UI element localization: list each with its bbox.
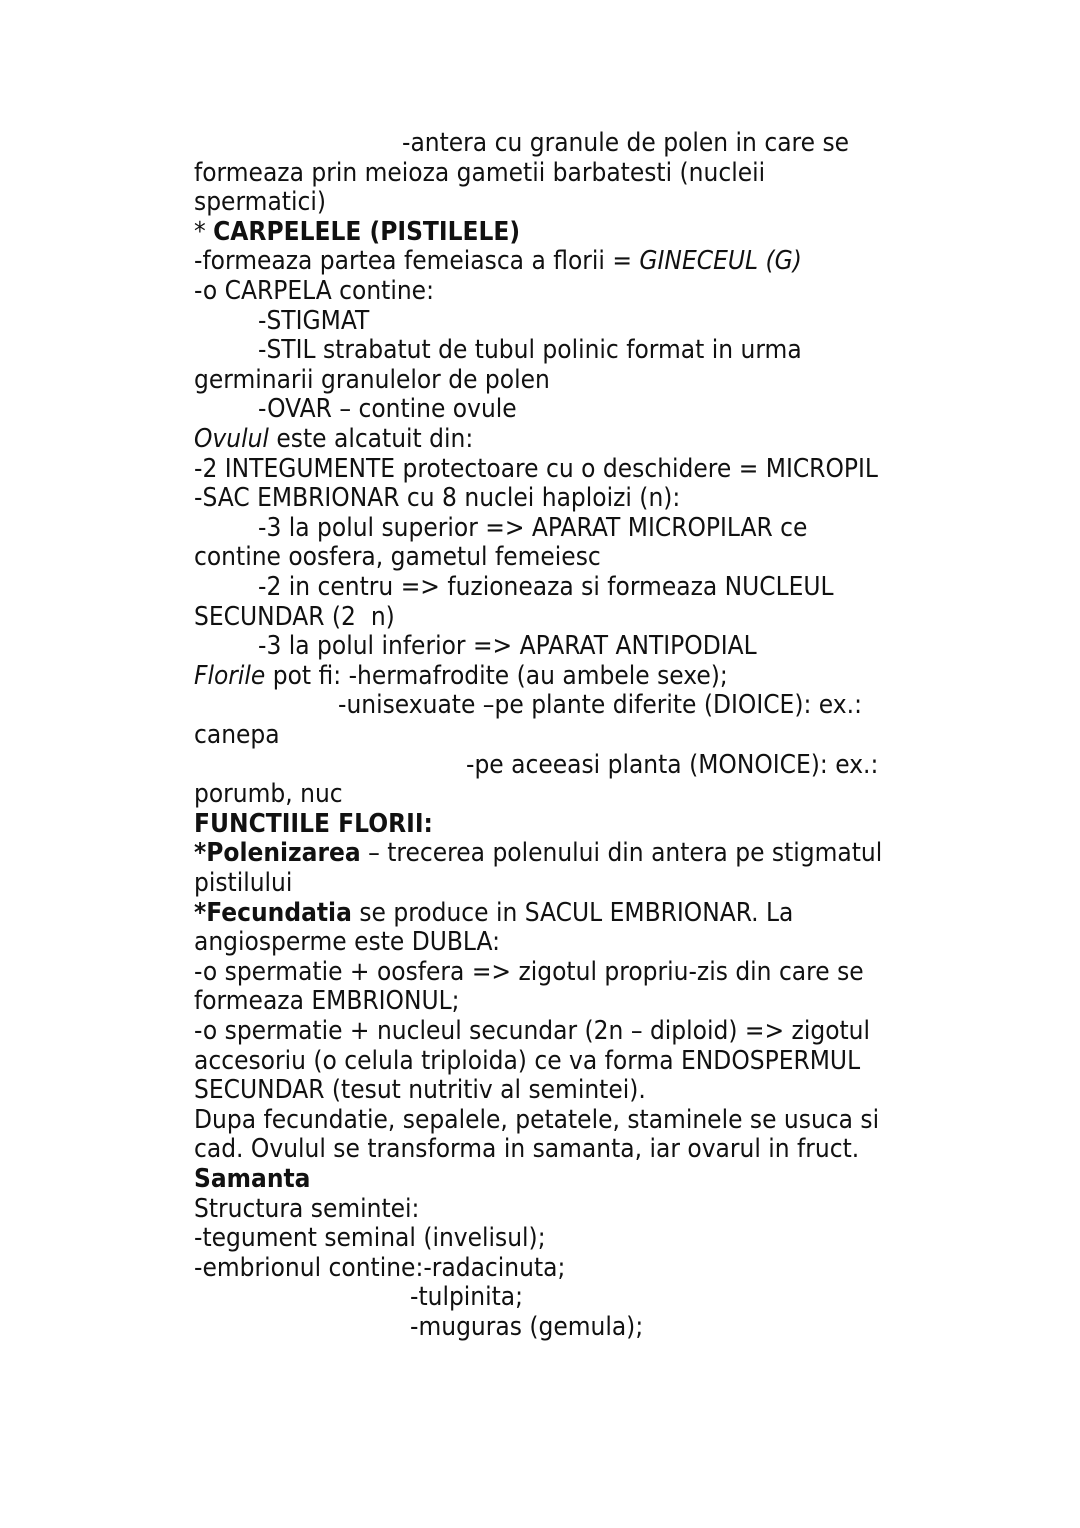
text-segment: cad. Ovulul se transforma in samanta, iar ovarul in fruct.: [194, 1134, 860, 1165]
text-segment: -formeaza partea femeiasca a florii =: [194, 246, 640, 277]
text-segment: pot fi: -hermafrodite (au ambele sexe);: [265, 660, 728, 691]
text-segment: -antera cu granule de polen in care se: [402, 128, 850, 158]
text-segment: -STIGMAT: [258, 305, 370, 336]
text-line: [258, 394, 517, 424]
text-line: [194, 957, 864, 987]
text-segment: pistilului: [194, 868, 293, 898]
text-segment: -3 la polul inferior => APARAT ANTIPODIAL: [258, 631, 757, 662]
bold-text: *Polenizarea: [194, 838, 361, 869]
text-segment: -STIL strabatut de tubul polinic format in urma: [258, 335, 802, 366]
text-segment: -2 INTEGUMENTE protectoare cu o deschidere = MICROPIL: [194, 453, 878, 484]
text-segment: -OVAR – contine ovule: [258, 394, 517, 425]
text-line: [194, 898, 793, 928]
text-segment: – trecerea polenului din antera pe stigmatul: [360, 838, 883, 869]
text-segment: contine oosfera, gametul femeiesc: [194, 542, 601, 573]
text-line: [194, 424, 473, 454]
text-line: [194, 1105, 879, 1135]
text-segment: spermatici): [194, 187, 326, 218]
text-line: [194, 720, 280, 750]
italic-text: Ovulul: [194, 424, 269, 454]
text-line: [194, 602, 395, 632]
text-segment: *: [194, 216, 214, 247]
text-segment: -unisexuate –pe plante diferite (DIOICE): ex.:: [338, 690, 862, 721]
text-line: [194, 217, 520, 247]
text-line: [194, 246, 802, 276]
text-line: [194, 1046, 860, 1076]
text-line: [194, 1223, 546, 1253]
text-line: [258, 631, 757, 661]
text-segment: Structura semintei:: [194, 1193, 420, 1224]
text-line: [194, 1253, 565, 1283]
text-line: [466, 750, 878, 780]
text-segment: -o spermatie + oosfera => zigotul propriu-zis din care se: [194, 956, 864, 987]
text-segment: -embrionul contine:-radacinuta;: [194, 1252, 566, 1283]
text-line: [402, 128, 849, 158]
text-segment: porumb, nuc: [194, 779, 343, 810]
text-line: [410, 1282, 523, 1312]
text-segment: -tulpinita;: [410, 1282, 524, 1313]
text-line: [258, 335, 802, 365]
bold-text: *Fecundatia: [194, 897, 352, 928]
text-line: [194, 1016, 870, 1046]
text-segment: germinarii granulelor de polen: [194, 364, 550, 395]
text-line: [194, 1134, 859, 1164]
text-segment: -SAC EMBRIONAR cu 8 nuclei haploizi (n):: [194, 483, 681, 514]
text-segment: -3 la polul superior => APARAT MICROPILAR ce: [258, 512, 808, 543]
text-segment: formeaza EMBRIONUL;: [194, 986, 460, 1017]
text-segment: SECUNDAR (tesut nutritiv al semintei).: [194, 1075, 646, 1106]
text-segment: -muguras (gemula);: [410, 1312, 644, 1342]
text-line: [194, 927, 500, 957]
text-line: [194, 483, 680, 513]
text-line: [258, 513, 807, 543]
text-line: [194, 779, 343, 809]
text-line: [194, 838, 882, 868]
text-line: [338, 690, 862, 720]
text-segment: se produce in SACUL EMBRIONAR. La: [351, 897, 794, 928]
bold-text: FUNCTIILE FLORII:: [194, 808, 433, 839]
text-line: [194, 809, 433, 839]
text-line: [194, 1075, 646, 1105]
text-segment: -o CARPELA contine:: [194, 276, 434, 306]
text-segment: accesoriu (o celula triploida) ce va forma ENDOSPERMUL: [194, 1045, 861, 1076]
text-line: [194, 1194, 419, 1224]
text-segment: Dupa fecundatie, sepalele, petatele, staminele se usuca si: [194, 1104, 880, 1135]
text-line: [194, 542, 601, 572]
text-line: [194, 1164, 310, 1194]
text-segment: formeaza prin meioza gametii barbatesti (nucleii: [194, 157, 766, 188]
bold-text: CARPELELE (PISTILELE): [213, 216, 521, 247]
text-line: [194, 158, 765, 188]
text-line: [410, 1312, 643, 1342]
text-line: [194, 187, 326, 217]
text-line: [194, 276, 434, 306]
text-line: [194, 661, 728, 691]
text-line: [258, 306, 369, 336]
text-segment: -o spermatie + nucleul secundar (2n – diploid) => zigotul: [194, 1016, 871, 1046]
text-line: [194, 986, 460, 1016]
text-segment: SECUNDAR (2 n): [194, 601, 395, 632]
text-line: [258, 572, 834, 602]
text-segment: -2 in centru => fuzioneaza si formeaza NUCLEUL: [258, 572, 834, 602]
italic-text: Florile: [194, 660, 266, 691]
text-segment: -pe aceeasi planta (MONOICE): ex.:: [466, 749, 879, 780]
italic-text: GINECEUL (G): [639, 246, 802, 277]
text-segment: -tegument seminal (invelisul);: [194, 1223, 546, 1254]
text-line: [194, 454, 878, 484]
text-segment: angiosperme este DUBLA:: [194, 927, 500, 958]
text-line: [194, 868, 292, 898]
text-segment: canepa: [194, 720, 280, 750]
text-line: [194, 365, 550, 395]
bold-text: Samanta: [194, 1164, 311, 1194]
text-segment: este alcatuit din:: [268, 424, 474, 454]
